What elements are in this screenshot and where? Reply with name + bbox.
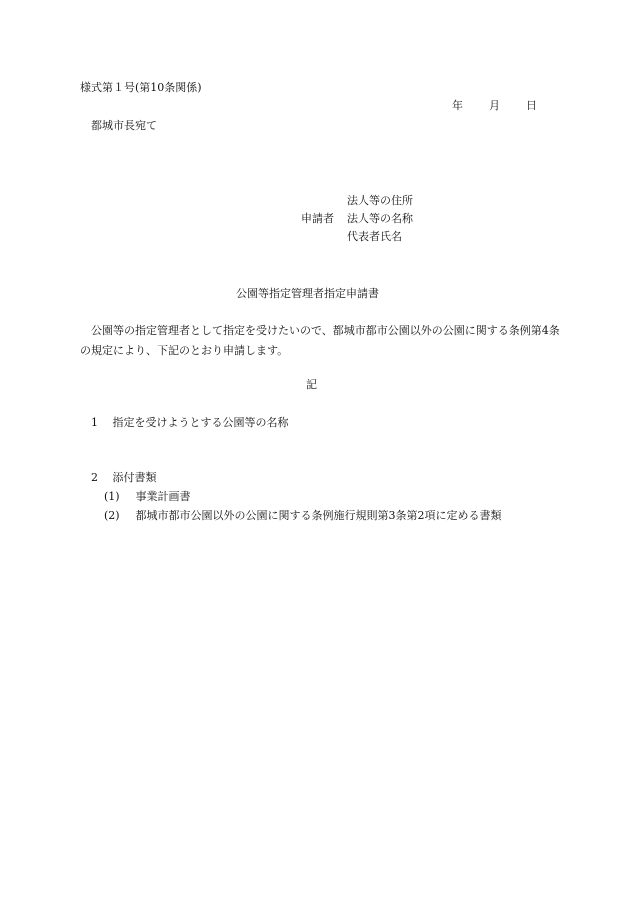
date-day: 日 [526,99,537,112]
applicant-representative-label: 代表者氏名 [347,230,402,243]
list-item [91,415,289,430]
date-year: 年 [452,99,463,112]
applicant-label: 申請者 [301,212,334,225]
attachment-item [104,508,502,523]
attachment-label: 事業計画書 [135,490,191,503]
document-title: 公園等指定管理者指定申請書 [236,287,379,300]
addressee: 都城市長宛て [91,119,157,132]
list-item [91,470,157,485]
item-label: 指定を受けようとする公園等の名称 [112,416,289,429]
applicant-name-label: 法人等の名称 [347,212,413,225]
body-text: 公園等の指定管理者として指定を受けたいので、都城市都市公園以外の公園に関する条例第4条の規定により、下記のとおり申請します。 [80,324,560,357]
attachment-item [104,489,191,504]
form-number: 様式第１号(第10条関係) [80,81,202,94]
item-label: 添付書類 [112,471,157,484]
attachment-number: (2) [104,509,120,522]
attachment-number: (1) [104,490,120,503]
item-number: 1 [91,416,98,429]
item-number: 2 [91,471,98,484]
date-line [452,98,537,113]
applicant-address-label: 法人等の住所 [347,194,413,207]
attachment-label: 都城市都市公園以外の公園に関する条例施行規則第3条第2項に定める書類 [135,509,502,522]
date-month: 月 [489,99,500,112]
ki-heading: 記 [306,378,317,391]
